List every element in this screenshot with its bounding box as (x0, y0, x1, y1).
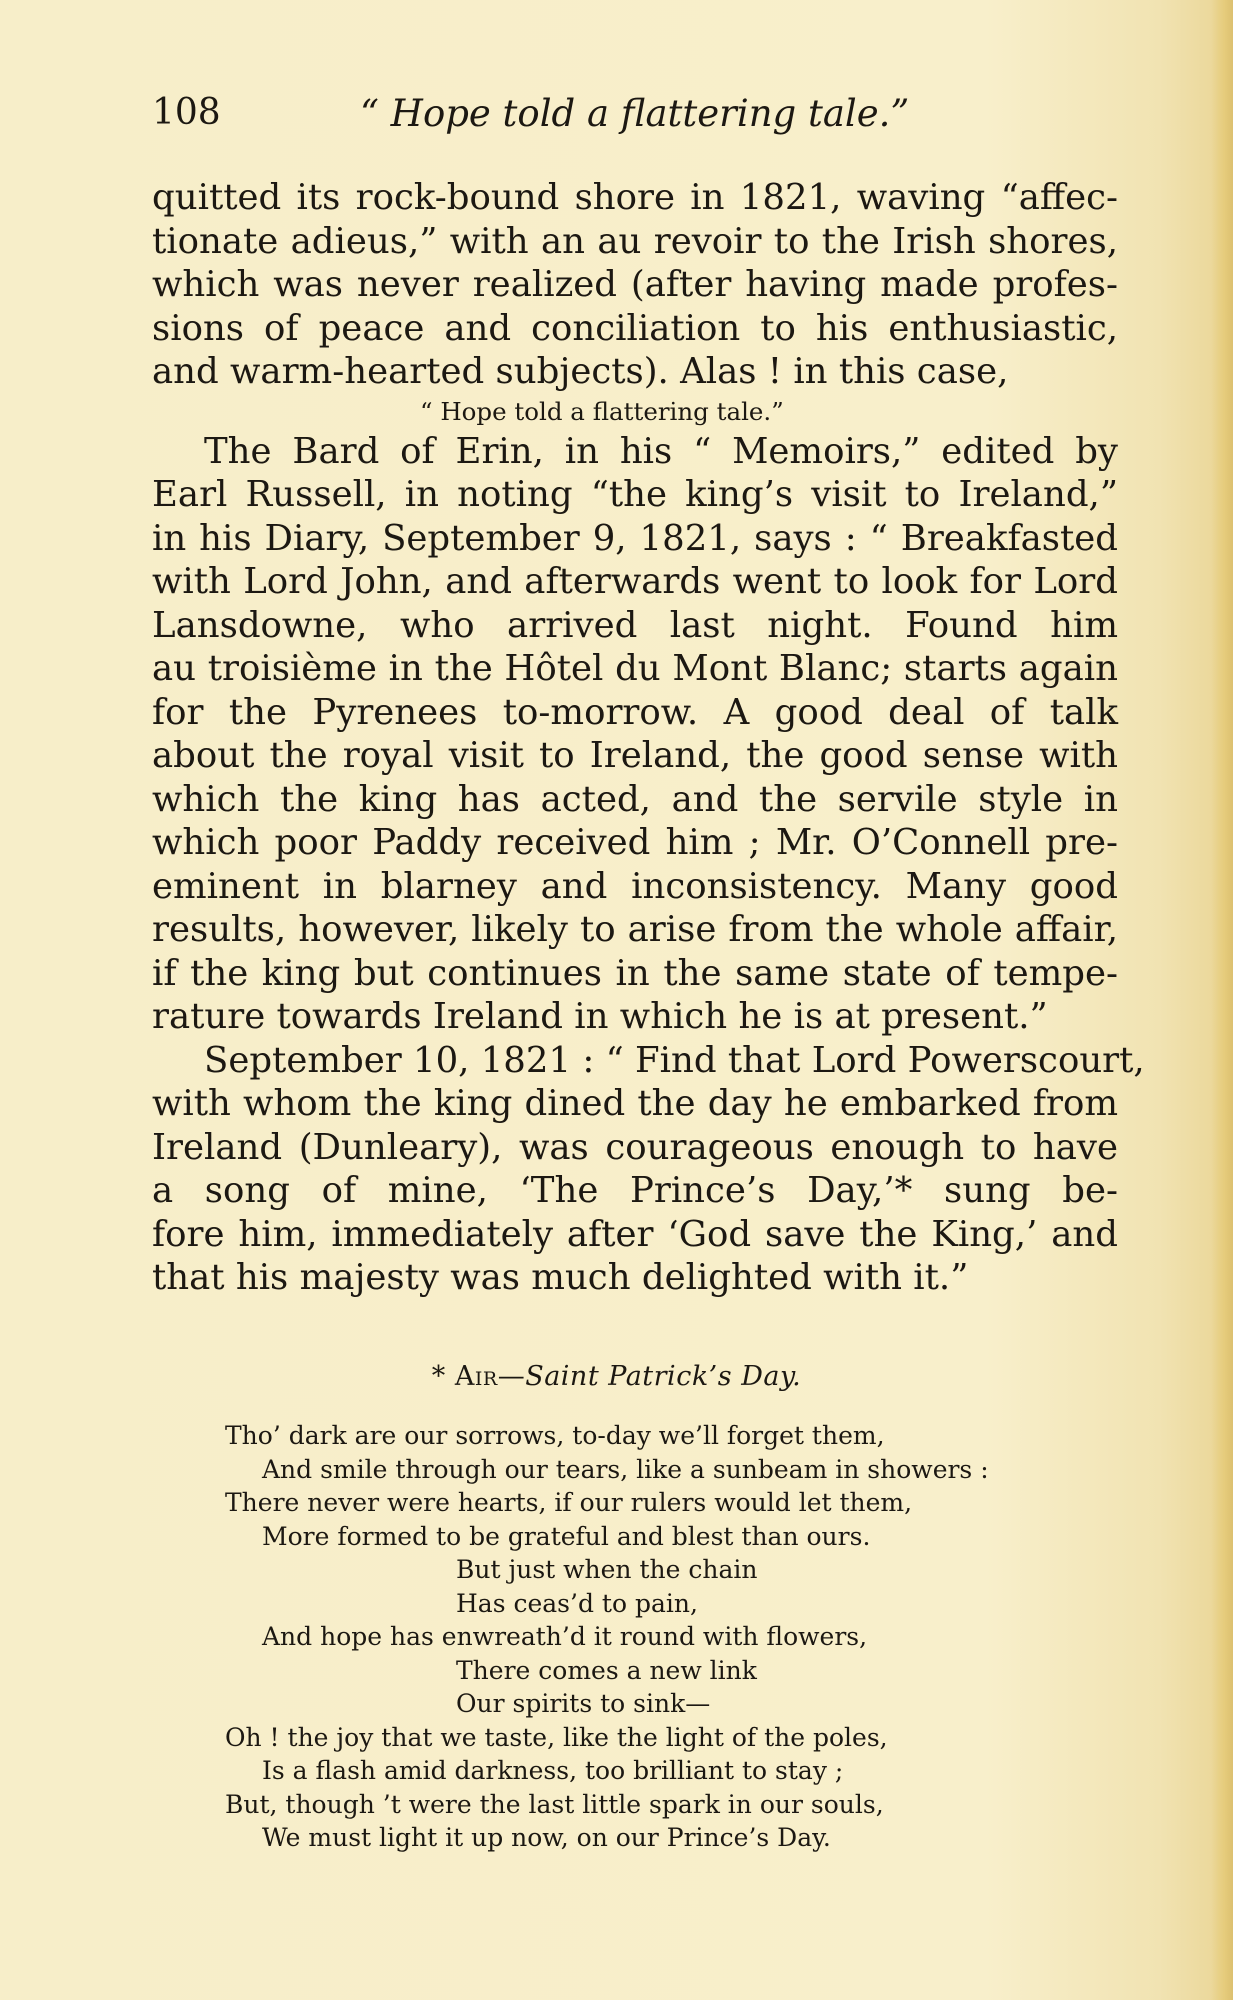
song-verse (0, 1419, 1233, 1855)
verse-line: There never were hearts, if our rulers would let them, (225, 1488, 913, 1517)
footnote-marker: * (431, 1361, 455, 1392)
air-label: Air (454, 1361, 498, 1392)
text-line: for the Pyrenees to-morrow. A good deal of talk (152, 691, 1118, 733)
verse-line: Is a flash amid darkness, too brilliant to stay ; (262, 1756, 844, 1785)
footnote-separator: — (497, 1361, 526, 1392)
text-line: a song of mine, ‘The Prince’s Day,’* sung be- (152, 1170, 1118, 1211)
text-line: which poor Paddy received him ; Mr. O’Connell pre- (152, 822, 1118, 863)
verse-line: Tho’ dark are our sorrows, to-day we’ll forget them, (225, 1421, 885, 1450)
verse-line: Our spirits to sink— (456, 1689, 711, 1718)
verse-line: And hope has enwreath’d it round with flowers, (262, 1622, 868, 1651)
verse-line: We must light it up now, on our Prince’s Day. (262, 1823, 831, 1852)
verse-line: More formed to be grateful and blest than ours. (262, 1521, 871, 1551)
footnote-heading (0, 1361, 1233, 1392)
verse-line: Oh ! the joy that we taste, like the light of the poles, (225, 1722, 888, 1752)
body-text (152, 176, 1145, 1300)
text-line: in his Diary, September 9, 1821, says : “ Breakfasted (152, 517, 1118, 559)
text-line: fore him, immediately after ‘God save the King,’ and (152, 1213, 1118, 1255)
verse-line: But, though ’t were the last little spark in our souls, (225, 1789, 884, 1819)
text-line: and warm-hearted subjects). Alas ! in this case, (152, 351, 1009, 392)
running-head (152, 92, 1112, 142)
text-line: Earl Russell, in noting “the king’s visit to Ireland,” (152, 474, 1118, 515)
text-line: September 10, 1821 : “ Find that Lord Powerscourt, (204, 1039, 1145, 1081)
text-line: sions of peace and conciliation to his enthusiastic, (152, 307, 1118, 349)
text-line: that his majesty was much delighted with it.” (152, 1257, 969, 1298)
text-line: with whom the king dined the day he embarked from (152, 1083, 1118, 1124)
text-line: au troisième in the Hôtel du Mont Blanc; starts again (152, 648, 1118, 689)
text-line: results, however, likely to arise from the whole affair, (152, 909, 1118, 950)
text-line: Lansdowne, who arrived last night. Found him (152, 604, 1118, 646)
text-line: with Lord John, and afterwards went to look for Lord (152, 561, 1118, 602)
running-title: “ Hope told a flattering tale.” (360, 92, 910, 135)
verse-line: And smile through our tears, like a sunbeam in showers : (262, 1454, 989, 1484)
text-line: tionate adieus,” with an au revoir to the Irish shores, (152, 220, 1118, 262)
verse-line: Has ceas’d to pain, (456, 1588, 698, 1618)
page-number: 108 (152, 92, 221, 133)
verse-line: There comes a new link (456, 1655, 757, 1685)
text-line: if the king but continues in the same state of tempe- (152, 952, 1118, 994)
text-line: which was never realized (after having made profes- (152, 264, 1118, 305)
verse-line: But just when the chain (456, 1555, 758, 1584)
text-line: rature towards Ireland in which he is at present.” (152, 996, 1048, 1037)
text-line: about the royal visit to Ireland, the good sense with (152, 735, 1118, 776)
text-line: which the king has acted, and the servile style in (152, 778, 1118, 820)
text-line: Ireland (Dunleary), was courageous enough to have (152, 1126, 1118, 1168)
air-title: Saint Patrick’s Day. (525, 1361, 802, 1392)
text-line: The Bard of Erin, in his “ Memoirs,” edited by (204, 430, 1118, 472)
text-line: eminent in blarney and inconsistency. Many good (152, 865, 1118, 907)
inline-quote: “ Hope told a flattering tale.” (420, 396, 784, 426)
text-line: quitted its rock-bound shore in 1821, waving “affec- (152, 177, 1118, 218)
